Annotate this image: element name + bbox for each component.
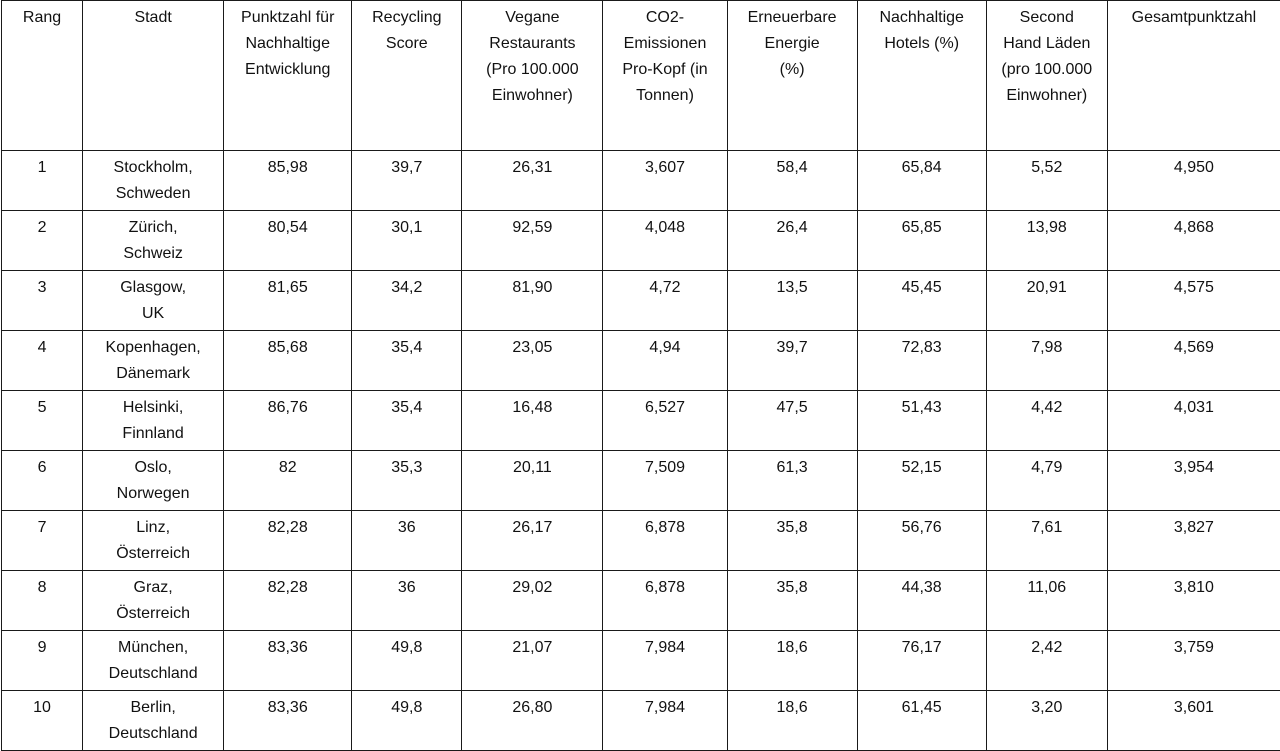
cell-sustainable-development-score: 82,28 [224, 511, 352, 571]
cell-vegan-restaurants: 26,17 [462, 511, 603, 571]
cell-sustainable-development-score: 82 [224, 451, 352, 511]
cell-second-hand-shops: 3,20 [986, 691, 1107, 751]
column-header-co2-emissions: CO2- Emissionen Pro-Kopf (in Tonnen) [603, 1, 727, 151]
cell-rank: 5 [2, 391, 83, 451]
cell-rank: 6 [2, 451, 83, 511]
cell-sustainable-development-score: 86,76 [224, 391, 352, 451]
cell-total-score: 3,827 [1107, 511, 1280, 571]
cell-rank: 9 [2, 631, 83, 691]
column-header-recycling-score: Recycling Score [352, 1, 462, 151]
cell-renewable-energy: 35,8 [727, 511, 857, 571]
table-row [2, 631, 1280, 691]
cell-renewable-energy: 47,5 [727, 391, 857, 451]
cell-recycling-score: 35,3 [352, 451, 462, 511]
table-body [2, 151, 1280, 751]
cell-city: Kopenhagen, Dänemark [83, 331, 224, 391]
cell-sustainable-hotels: 52,15 [857, 451, 986, 511]
cell-sustainable-development-score: 81,65 [224, 271, 352, 331]
cell-city: Zürich, Schweiz [83, 211, 224, 271]
cell-sustainable-hotels: 65,84 [857, 151, 986, 211]
cell-second-hand-shops: 4,79 [986, 451, 1107, 511]
cell-second-hand-shops: 5,52 [986, 151, 1107, 211]
cell-co2-emissions: 4,94 [603, 331, 727, 391]
column-header-renewable-energy: Erneuerbare Energie (%) [727, 1, 857, 151]
cell-sustainable-development-score: 82,28 [224, 571, 352, 631]
cell-renewable-energy: 35,8 [727, 571, 857, 631]
cell-renewable-energy: 13,5 [727, 271, 857, 331]
cell-renewable-energy: 26,4 [727, 211, 857, 271]
cell-vegan-restaurants: 23,05 [462, 331, 603, 391]
cell-city: Graz, Österreich [83, 571, 224, 631]
cell-recycling-score: 35,4 [352, 331, 462, 391]
cell-second-hand-shops: 11,06 [986, 571, 1107, 631]
cell-rank: 7 [2, 511, 83, 571]
column-header-city: Stadt [83, 1, 224, 151]
cell-sustainable-hotels: 51,43 [857, 391, 986, 451]
cell-co2-emissions: 4,048 [603, 211, 727, 271]
cell-sustainable-hotels: 56,76 [857, 511, 986, 571]
cell-total-score: 4,868 [1107, 211, 1280, 271]
cell-co2-emissions: 7,509 [603, 451, 727, 511]
cell-total-score: 4,569 [1107, 331, 1280, 391]
cell-sustainable-development-score: 85,98 [224, 151, 352, 211]
cell-sustainable-development-score: 80,54 [224, 211, 352, 271]
table-row [2, 571, 1280, 631]
table-row [2, 511, 1280, 571]
cell-renewable-energy: 39,7 [727, 331, 857, 391]
cell-vegan-restaurants: 26,31 [462, 151, 603, 211]
cell-city: München, Deutschland [83, 631, 224, 691]
cell-recycling-score: 34,2 [352, 271, 462, 331]
cell-vegan-restaurants: 16,48 [462, 391, 603, 451]
cell-renewable-energy: 61,3 [727, 451, 857, 511]
cell-co2-emissions: 6,878 [603, 571, 727, 631]
cell-total-score: 3,759 [1107, 631, 1280, 691]
cell-renewable-energy: 58,4 [727, 151, 857, 211]
cell-co2-emissions: 6,878 [603, 511, 727, 571]
cell-rank: 8 [2, 571, 83, 631]
cell-recycling-score: 35,4 [352, 391, 462, 451]
cell-sustainable-hotels: 72,83 [857, 331, 986, 391]
cell-recycling-score: 39,7 [352, 151, 462, 211]
cell-second-hand-shops: 2,42 [986, 631, 1107, 691]
cell-total-score: 4,031 [1107, 391, 1280, 451]
column-header-sustainable-hotels: Nachhaltige Hotels (%) [857, 1, 986, 151]
cell-total-score: 3,954 [1107, 451, 1280, 511]
cell-co2-emissions: 6,527 [603, 391, 727, 451]
cell-city: Helsinki, Finnland [83, 391, 224, 451]
cell-city: Berlin, Deutschland [83, 691, 224, 751]
cell-co2-emissions: 4,72 [603, 271, 727, 331]
cell-city: Stockholm, Schweden [83, 151, 224, 211]
table-row [2, 151, 1280, 211]
cell-city: Linz, Österreich [83, 511, 224, 571]
table-row [2, 451, 1280, 511]
cell-co2-emissions: 3,607 [603, 151, 727, 211]
cell-vegan-restaurants: 92,59 [462, 211, 603, 271]
table-row [2, 391, 1280, 451]
table-row [2, 271, 1280, 331]
cell-second-hand-shops: 20,91 [986, 271, 1107, 331]
column-header-second-hand-shops: Second Hand Läden (pro 100.000 Einwohner) [986, 1, 1107, 151]
cell-total-score: 4,575 [1107, 271, 1280, 331]
cell-total-score: 3,810 [1107, 571, 1280, 631]
cell-sustainable-hotels: 61,45 [857, 691, 986, 751]
cell-sustainable-hotels: 65,85 [857, 211, 986, 271]
table-row [2, 691, 1280, 751]
cell-city: Glasgow, UK [83, 271, 224, 331]
cell-vegan-restaurants: 21,07 [462, 631, 603, 691]
cell-renewable-energy: 18,6 [727, 691, 857, 751]
cell-rank: 4 [2, 331, 83, 391]
cell-recycling-score: 36 [352, 511, 462, 571]
cell-sustainable-development-score: 85,68 [224, 331, 352, 391]
cell-vegan-restaurants: 81,90 [462, 271, 603, 331]
cell-sustainable-hotels: 76,17 [857, 631, 986, 691]
cell-total-score: 3,601 [1107, 691, 1280, 751]
cell-rank: 1 [2, 151, 83, 211]
table-header [2, 1, 1280, 151]
cell-vegan-restaurants: 26,80 [462, 691, 603, 751]
cell-recycling-score: 49,8 [352, 631, 462, 691]
header-row [2, 1, 1280, 151]
cell-total-score: 4,950 [1107, 151, 1280, 211]
cell-rank: 3 [2, 271, 83, 331]
column-header-total-score: Gesamtpunktzahl [1107, 1, 1280, 151]
cell-city: Oslo, Norwegen [83, 451, 224, 511]
cell-renewable-energy: 18,6 [727, 631, 857, 691]
cell-vegan-restaurants: 29,02 [462, 571, 603, 631]
cell-second-hand-shops: 7,61 [986, 511, 1107, 571]
cell-sustainable-development-score: 83,36 [224, 691, 352, 751]
cell-second-hand-shops: 7,98 [986, 331, 1107, 391]
table-row [2, 211, 1280, 271]
cell-recycling-score: 36 [352, 571, 462, 631]
cell-recycling-score: 30,1 [352, 211, 462, 271]
cell-sustainable-hotels: 44,38 [857, 571, 986, 631]
cell-second-hand-shops: 13,98 [986, 211, 1107, 271]
cell-rank: 10 [2, 691, 83, 751]
cell-sustainable-hotels: 45,45 [857, 271, 986, 331]
cell-rank: 2 [2, 211, 83, 271]
cell-co2-emissions: 7,984 [603, 691, 727, 751]
cell-sustainable-development-score: 83,36 [224, 631, 352, 691]
column-header-rank: Rang [2, 1, 83, 151]
cell-second-hand-shops: 4,42 [986, 391, 1107, 451]
cell-co2-emissions: 7,984 [603, 631, 727, 691]
cell-recycling-score: 49,8 [352, 691, 462, 751]
cell-vegan-restaurants: 20,11 [462, 451, 603, 511]
city-ranking-table [1, 0, 1280, 751]
table-row [2, 331, 1280, 391]
column-header-vegan-restaurants: Vegane Restaurants (Pro 100.000 Einwohner) [462, 1, 603, 151]
column-header-sustainable-development-score: Punktzahl für Nachhaltige Entwicklung [224, 1, 352, 151]
